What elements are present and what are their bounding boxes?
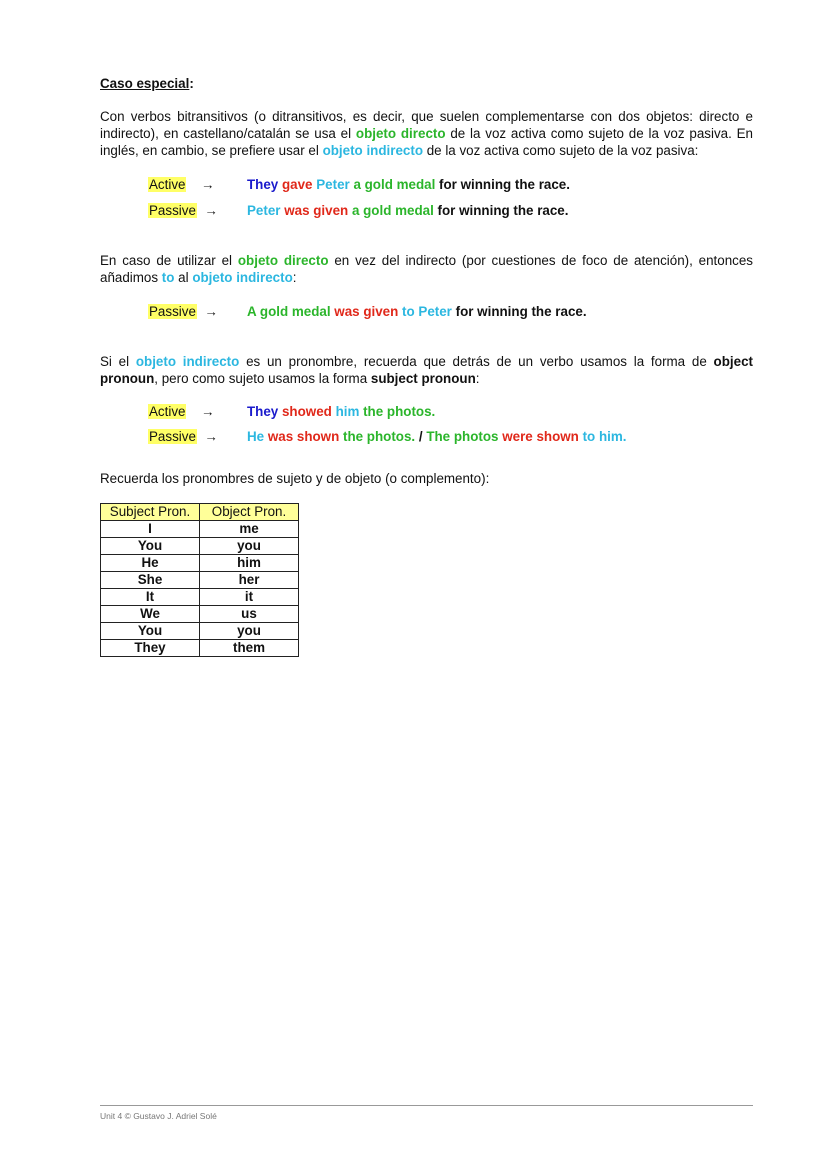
direct-object: the photos.	[339, 429, 416, 444]
keyword-to: to	[161, 270, 175, 285]
indirect-object-alt: to him.	[578, 429, 627, 444]
header-object-pron: Object Pron.	[200, 504, 299, 521]
para1-text-2: de la voz activa como sujeto de la voz pasiva. En inglés, en cambio, se prefiere usar el	[100, 126, 754, 158]
passive-label: Passive	[149, 429, 196, 444]
verb: was given	[330, 304, 399, 319]
keyword-subject-pronoun: subject pronoun	[370, 371, 476, 386]
arrow-icon: →	[204, 304, 219, 319]
para2-text-4: :	[292, 270, 297, 285]
table-row	[101, 606, 299, 623]
example1-active-line	[148, 176, 570, 193]
example1-passive-line	[148, 202, 568, 219]
object-pronoun: you	[200, 538, 299, 555]
subject-pronoun: You	[101, 538, 200, 555]
active-label: Active	[149, 177, 186, 192]
table-row	[101, 572, 299, 589]
object-pronoun: her	[200, 572, 299, 589]
verb-alt: were shown	[498, 429, 579, 444]
example3-passive-line	[148, 428, 626, 445]
table-row	[101, 538, 299, 555]
keyword-objeto-indirecto: objeto indirecto	[192, 270, 293, 285]
subject: They	[247, 177, 279, 192]
subject-pronoun: I	[101, 521, 200, 538]
para3-text-3: , pero como sujeto usamos la forma	[154, 371, 371, 386]
table-row	[101, 640, 299, 657]
direct-object: a gold medal	[348, 203, 434, 218]
keyword-objeto-indirecto: objeto indirecto	[135, 354, 240, 369]
arrow-icon: →	[204, 429, 219, 444]
object-pronoun: them	[200, 640, 299, 657]
paragraph-table-intro: Recuerda los pronombres de sujeto y de objeto (o complemento):	[100, 471, 490, 486]
subject-pronoun: You	[101, 623, 200, 640]
rest-of-sentence: for winning the race.	[435, 177, 570, 192]
paragraph-direct-object	[100, 252, 753, 286]
slash-separator: /	[415, 429, 427, 444]
direct-object: the photos.	[359, 404, 436, 419]
keyword-objeto-directo: objeto directo	[237, 253, 329, 268]
arrow-icon: →	[201, 404, 215, 419]
direct-object: a gold medal	[349, 177, 436, 192]
subject-pronoun: They	[101, 640, 200, 657]
subject: They	[247, 404, 279, 419]
verb: was shown	[264, 429, 340, 444]
para1-text-1: Con verbos bitransitivos (o ditransitivos, es decir, que suelen complementarse con dos objetos: directo e indirecto), en castellano/catalán se usa el	[100, 109, 753, 141]
passive-label: Passive	[149, 203, 196, 218]
passive-label: Passive	[149, 304, 196, 319]
indirect-object: him	[335, 404, 360, 419]
active-label: Active	[149, 404, 186, 419]
heading-text: Caso especial	[100, 76, 190, 91]
subject-pronoun: We	[101, 606, 200, 623]
page-footer: Unit 4 © Gustavo J. Adriel Solé	[100, 1111, 217, 1121]
subject-alt: The photos	[426, 429, 499, 444]
table-row	[101, 555, 299, 572]
object-pronoun: you	[200, 623, 299, 640]
example2-passive-line	[148, 303, 587, 320]
keyword-objeto-indirecto: objeto indirecto	[322, 143, 423, 158]
example3-active-line	[148, 403, 435, 420]
verb: showed	[278, 404, 336, 419]
keyword-object-pronoun: object pronoun	[100, 354, 753, 386]
footer-divider	[100, 1105, 753, 1106]
subject: He	[247, 429, 265, 444]
table-row	[101, 521, 299, 538]
heading-colon: :	[189, 76, 194, 91]
para2-text-3: al	[174, 270, 193, 285]
paragraph-intro	[100, 108, 753, 159]
indirect-object: to Peter	[398, 304, 452, 319]
table-row	[101, 589, 299, 606]
subject-pronoun: It	[101, 589, 200, 606]
para2-text-2: en vez del indirecto (por cuestiones de foco de atención), entonces añadimos	[100, 253, 754, 285]
verb: was given	[280, 203, 349, 218]
object-pronoun: him	[200, 555, 299, 572]
subject-pronoun: She	[101, 572, 200, 589]
subject: Peter	[247, 203, 281, 218]
subject-pronoun: He	[101, 555, 200, 572]
object-pronoun: it	[200, 589, 299, 606]
object-pronoun: us	[200, 606, 299, 623]
para1-text-3: de la voz activa como sujeto de la voz pasiva:	[423, 143, 699, 158]
para2-text-1: En caso de utilizar el	[100, 253, 238, 268]
table-header-row	[101, 504, 299, 521]
indirect-object: Peter	[316, 177, 350, 192]
arrow-icon: →	[204, 203, 219, 218]
keyword-objeto-directo: objeto directo	[355, 126, 446, 141]
arrow-icon: →	[201, 177, 215, 192]
verb: gave	[278, 177, 317, 192]
header-subject-pron: Subject Pron.	[101, 504, 200, 521]
para3-text-2: es un pronombre, recuerda que detrás de un verbo usamos la forma de	[239, 354, 714, 369]
para3-text-4: :	[475, 371, 480, 386]
paragraph-pronouns	[100, 353, 753, 387]
rest-of-sentence: for winning the race.	[451, 304, 587, 319]
rest-of-sentence: for winning the race.	[433, 203, 569, 218]
pronoun-table	[100, 503, 299, 657]
section-heading	[100, 75, 194, 92]
direct-object: A gold medal	[247, 304, 331, 319]
object-pronoun: me	[200, 521, 299, 538]
table-row	[101, 623, 299, 640]
para3-text-1: Si el	[100, 354, 136, 369]
